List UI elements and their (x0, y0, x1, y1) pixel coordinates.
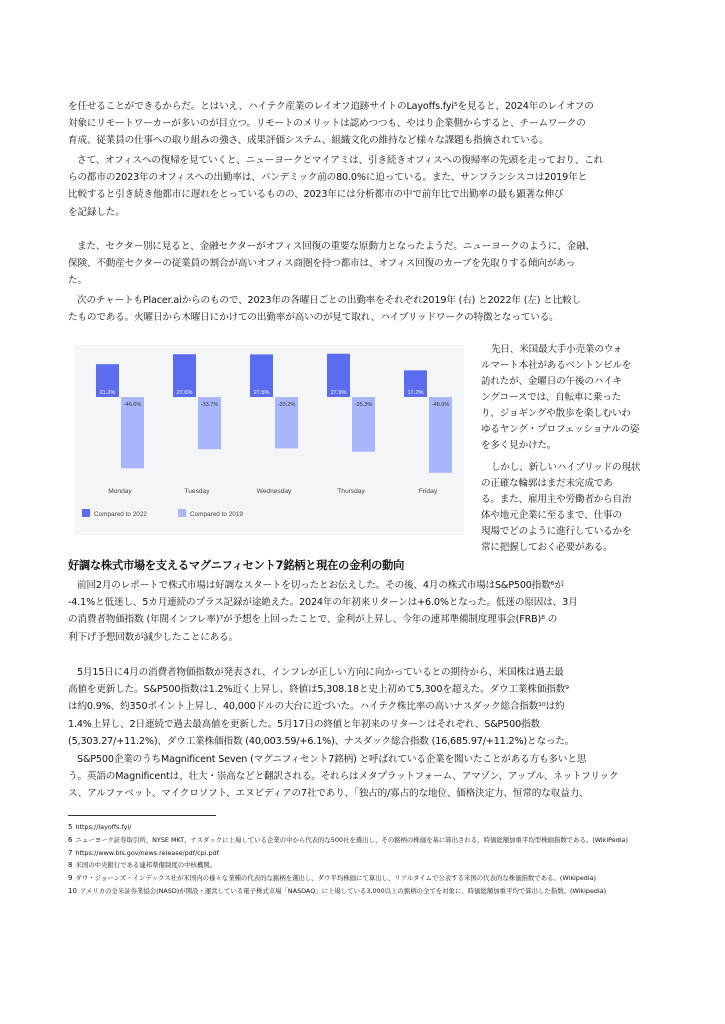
data-label-2022: 17.2% (407, 390, 424, 396)
sidebar-text-hybrid: しかし、新しいハイブリッドの現状 の正確な輪郭はまだ未完成であ る。また、雇用主や労働者から自治 体や地元企業に至るまで、仕事の 現場でどのように進行しているかを 常に把握しておく必要がある。 (481, 462, 641, 553)
data-label-2019: -33.2% (277, 402, 296, 408)
bar-2019-friday (429, 397, 452, 473)
x-tick-label: Tuesday (184, 488, 210, 495)
data-label-2019: -33.7% (200, 402, 219, 408)
paragraph-april-market: 前回2月のレポートで株式市場は好調なスタートを切ったとお伝えした。その後、4月の株式市場はS&P500指数⁶が -4.1%と低迷し、5カ月連続のプラス記録が途絶えた。2024年の年初来リターンは+6.0%となった。低迷の原因は、3月 の消費者物価指数 (年間インフレ率)⁷が予想を上回ったことで、金利が上昇し、今年の連邦準備制度理事会(FRB)⁸ の 利下げ予想回数が減少したことにある。 (68, 580, 578, 643)
chart-svg (74, 345, 464, 535)
footnotes (68, 822, 658, 899)
legend-swatch-2022 (82, 509, 90, 517)
data-label-2022: 27.9% (330, 390, 347, 396)
paragraph-magnificent-seven: S&P500企業のうちMagnificent Seven (マグニフィセント7銘柄) と呼ばれている企業を聞いたことがある方も多いと思 う。英語のMagnificentは、壮大・崇高などと翻訳される。それらはメタプラットフォーム、アマゾン、アップル、ネットフリック ス、アルファベット、マイクロソフト、エヌビディアの7社であり、「独占的/寡占的な地位、価格決定力、恒常的な収益力、 (68, 754, 619, 800)
data-label-2019: -35.3% (354, 402, 373, 408)
x-tick-label: Monday (108, 488, 132, 495)
data-label-2022: 27.5% (253, 390, 270, 396)
paragraph-chart-intro: 次のチャートもPlacer.aiからのもので、2023年の各曜日ごとの出勤率をそれぞれ2019年 (右) と2022年 (左) と比較し たものである。火曜日から木曜日にかけての出勤率が高いのが見て取れ、ハイブリッドワークの特徴となっている。 (68, 295, 582, 324)
x-tick-label: Thursday (337, 488, 365, 495)
paragraph-sectors: また、セクター別に見ると、金融セクターがオフィス回復の重要な原動力となったようだ。ニューヨークのように、金融、 保険、不動産セクターの従業員の割合が高いオフィス商圏を持つ都市は、オフィス回復のカーブを先取りする傾向があっ た。 (68, 241, 595, 287)
sidebar-text-bentonville: 先日、米国最大手小売業のウォ ルマート本社があるベントンビルを 訪れたが、金曜日の午後のハイキ ングコースでは、自転車に乗った り、ジョギングや散歩を楽しむいわ ゆるヤング・プロフェッショナルの姿 を多く見かけた。 (481, 344, 640, 451)
footnote-9: 9 ダウ・ジョーンズ・インデックス社が米国内の様々な業種の代表的な銘柄を選出し、ダウ平均株価にて算出し、リアルタイムで公表する米国の代表的な株価指数である。(Wikipedia) (68, 874, 597, 883)
section-heading: 好調な株式市場を支えるマグニフィセント7銘柄と現在の金利の動向 (68, 559, 405, 572)
paragraph-may-record: 5月15日に4月の消費者物価指数が発表され、インフレが正しい方向に向かっているとの期待から、米国株は過去最 高値を更新した。S&P500指数は1.2%近く上昇し、終値は5,308.18と史上初めて5,300を超えた。ダウ工業株価指数⁹ は約0.9%、約350ポイント上昇し、40,000ドルの大台に近づいた。ハイテク株比率の高いナスダック総合指数¹⁰は約 1.4%上昇し、2日連続で過去最高値を更新した。5月17日の終値と年初来のリターンはそれぞれ、S&P500指数 (5,303.27/+11.2%)、ダウ工業株価指数 (40,003.59/+6.1%)、ナスダック総合指数 (16,685.97/+11.2%)となった。 (68, 667, 575, 747)
footnote-10: 10 アメリカの全米証券業協会(NASD)が開設・運営している電子株式市場「NASDAQ」に上場している3,000以上の銘柄の全てを対象に、時価総額加重平均で算出した指数。(Wikipedia) (68, 886, 607, 895)
paragraph-office-return: さて、オフィスへの復帰を見ていくと、ニューヨークとマイアミは、引き続きオフィスへの復帰率の先頭を走っており、これ らの都市の2023年のオフィスへの出勤率は、パンデミック前の80.0%に迫っている。また、サンフランシスコは2019年と 比較すると引き続き他都市に遅れをとっているものの、2023年には分析都市の中で前年比で出勤率の最も顕著な伸び を記録した。 (68, 155, 604, 218)
x-tick-label: Friday (418, 488, 438, 495)
x-tick-label: Wednesday (256, 488, 292, 495)
legend-label-2022: Compared to 2022 (94, 511, 147, 518)
data-label-2022: 21.2% (99, 390, 116, 396)
footnote-link[interactable]: https://www.bls.gov/news.release/pdf/cpi.pdf (75, 848, 219, 857)
footnote-7: 7 https://www.bls.gov/news.release/pdf/cpi.pdf (68, 848, 219, 857)
data-label-2019: -46.0% (123, 402, 142, 408)
footnote-6: 6 ニューヨーク証券取引所、NYSE MKT、ナスダックに上場している企業の中から代表的な500社を選出し、その銘柄の株価を基に算出される、時価総額加重平均型株価指数である。(WikiPedia) (68, 835, 628, 844)
legend-swatch-2019 (178, 509, 186, 517)
footnote-8: 8 米国の中央銀行である連邦準備制度の中核機関。 (68, 861, 217, 870)
data-label-2022: 27.6% (176, 390, 193, 396)
data-label-2019: -48.9% (431, 402, 450, 408)
footnote-divider (68, 815, 216, 816)
weekday-attendance-chart (74, 345, 464, 535)
footnote-link[interactable]: https://layoffs.fyi/ (75, 823, 132, 831)
legend-label-2019: Compared to 2019 (190, 511, 243, 518)
footnote-5: 5 https://layoffs.fyi/ (68, 823, 132, 831)
paragraph-remote-work: を任せることができるからだ。とはいえ、ハイテク産業のレイオフ追跡サイトのLayoffs.fyi⁵を見ると、2024年のレイオフの 対象にリモートワーカーが多いのが目立つ。リモートのメリットは認めつつも、やはり企業側からすると、チームワークの 育成、従業員の仕事への取り組みの強さ、成果評価システム、組織文化の維持など様々な課題も指摘されている。 (68, 101, 594, 147)
